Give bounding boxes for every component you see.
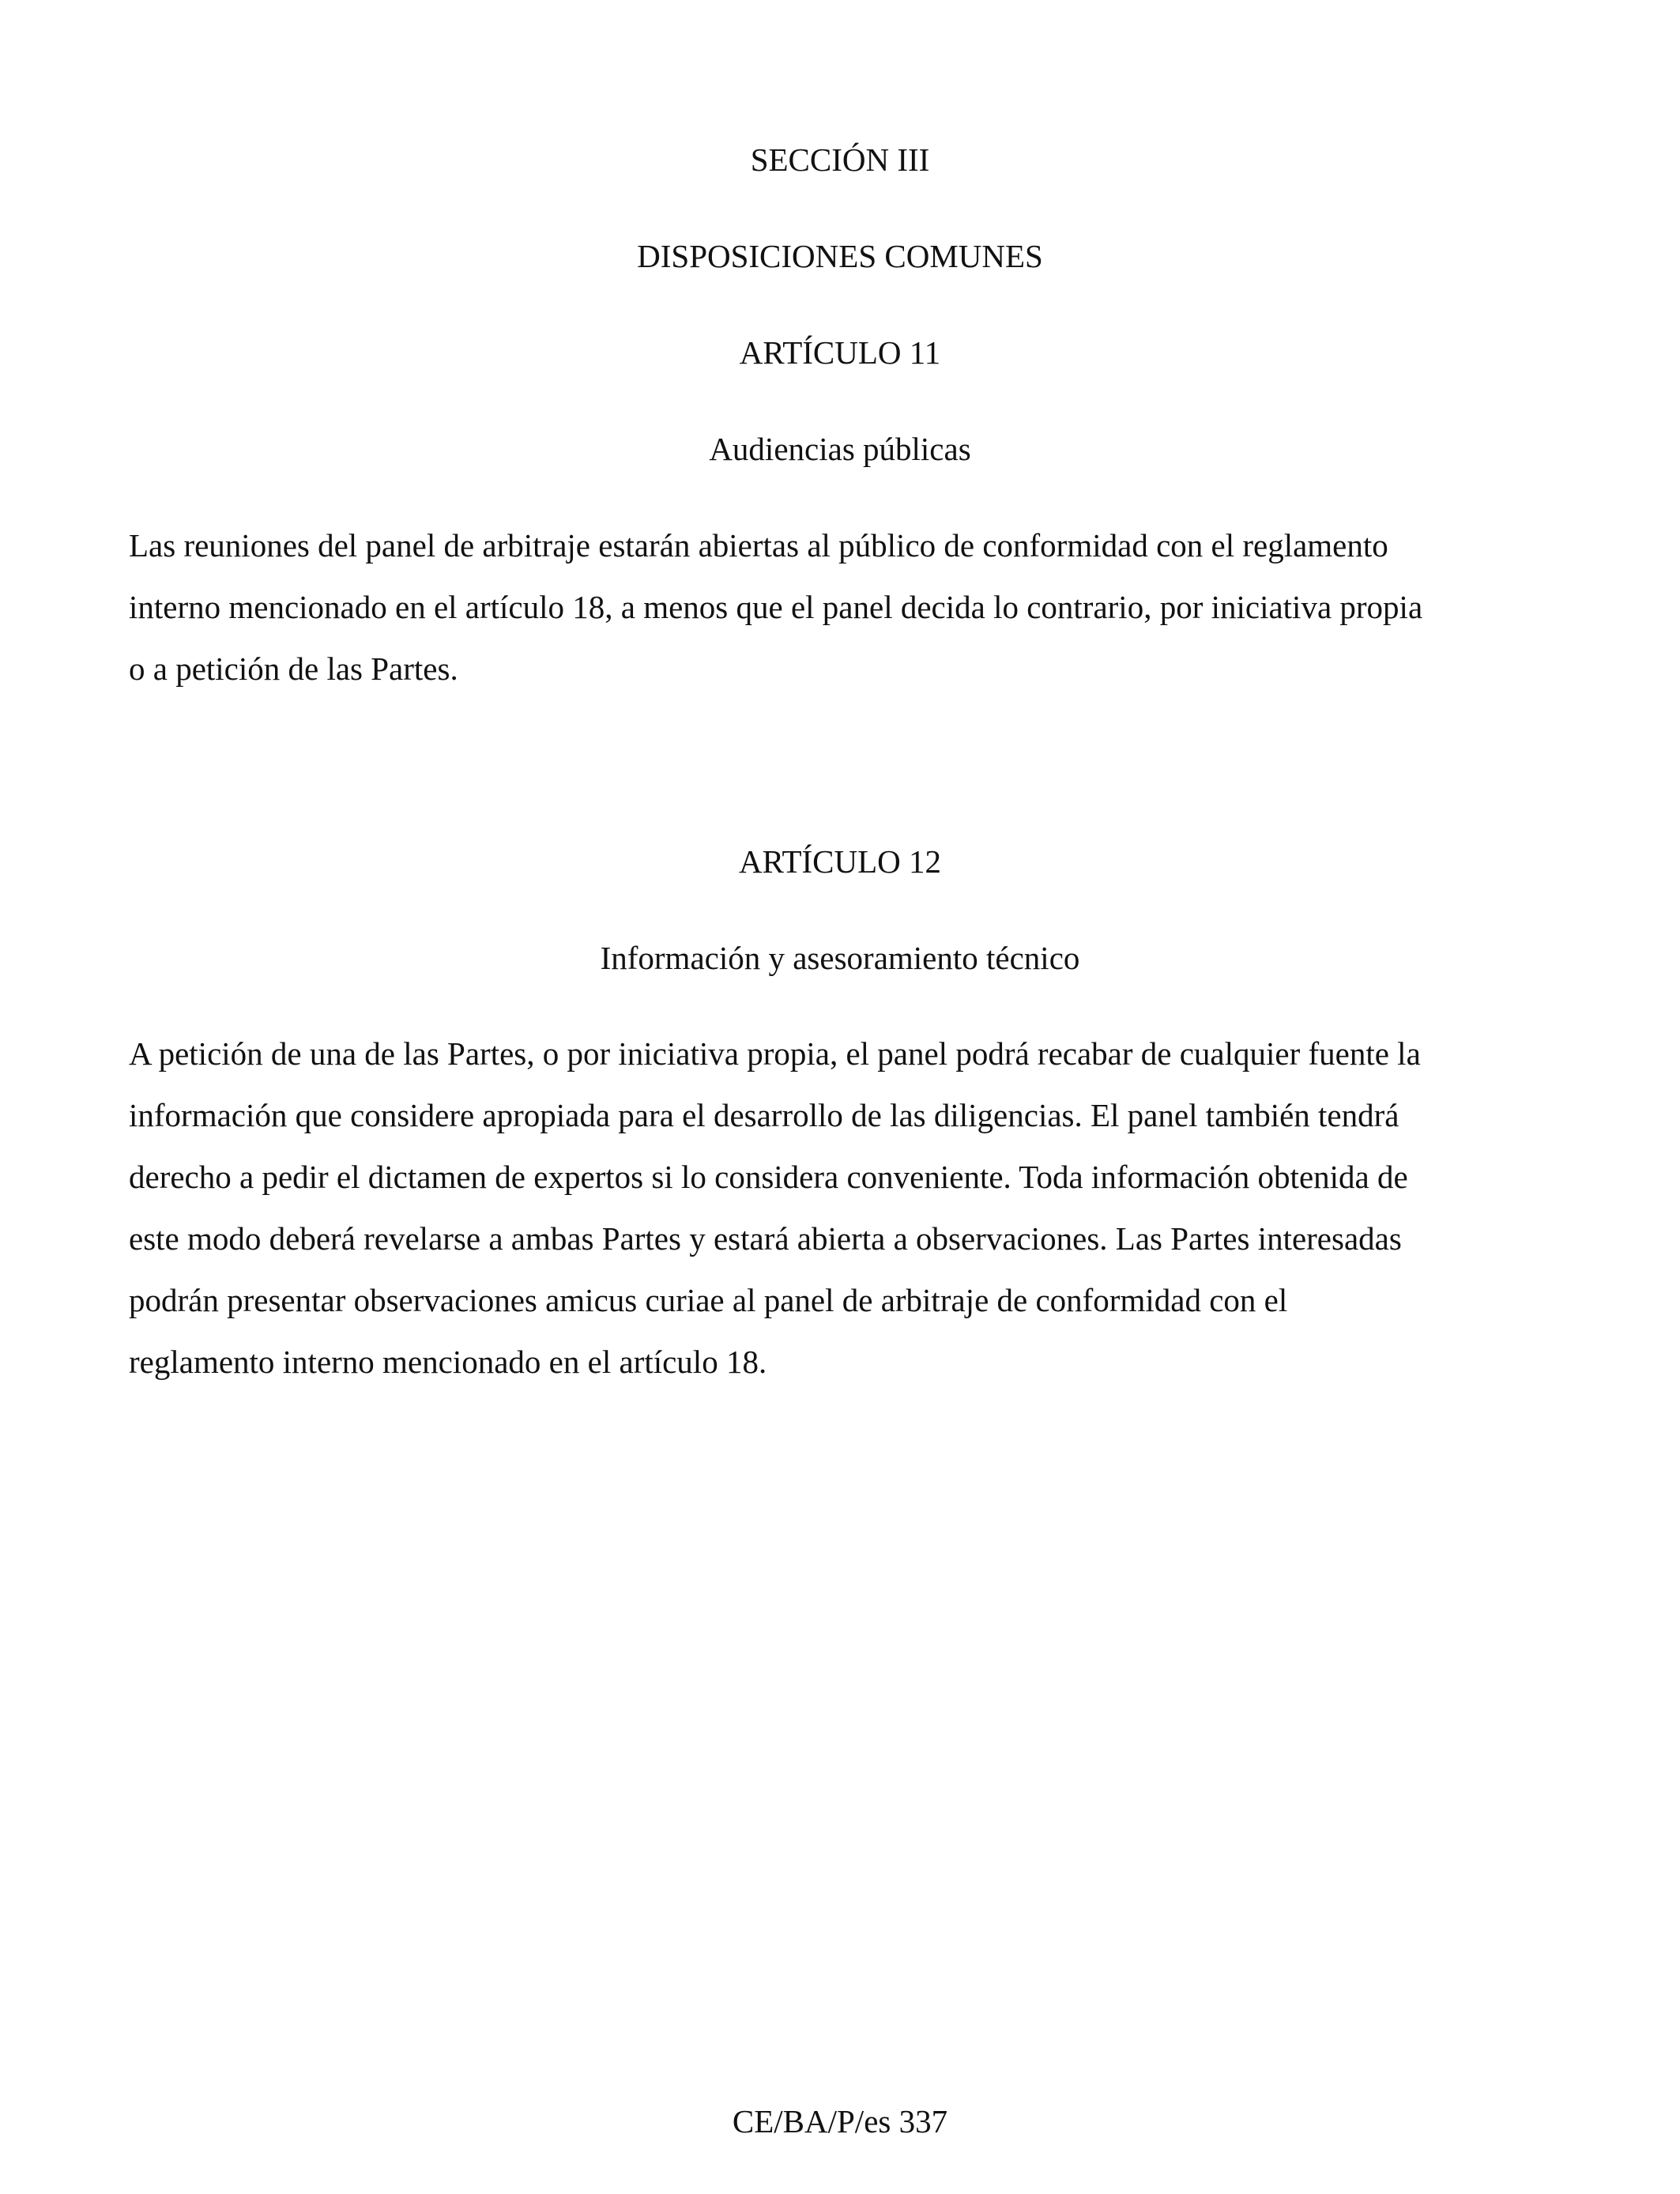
section-subheading: DISPOSICIONES COMUNES xyxy=(637,238,1043,274)
article-11-body xyxy=(129,525,1551,710)
article-12-line: reglamento interno mencionado en el artículo 18. xyxy=(129,1344,767,1380)
article-11-number: ARTÍCULO 11 xyxy=(739,334,941,371)
article-12-line: podrán presentar observaciones amicus curiae al panel de arbitraje de conformidad con el xyxy=(129,1282,1288,1318)
article-11-line: o a petición de las Partes. xyxy=(129,650,458,687)
section-heading: SECCIÓN III xyxy=(750,141,930,178)
footer-reference: CE/BA/P/es 337 xyxy=(732,2103,948,2139)
article-11-line: interno mencionado en el artículo 18, a menos que el panel decida lo contrario, por iniciativa propia xyxy=(129,589,1423,625)
article-12-title: Información y asesoramiento técnico xyxy=(600,940,1080,976)
article-12-line: información que considere apropiada para el desarrollo de las diligencias. El panel también tendrá xyxy=(129,1097,1399,1133)
article-12-line: este modo deberá revelarse a ambas Partes y estará abierta a observaciones. Las Partes interesadas xyxy=(129,1220,1402,1257)
article-12-body xyxy=(129,1033,1551,1403)
article-11-title: Audiencias públicas xyxy=(709,431,971,467)
article-12-line: derecho a pedir el dictamen de expertos si lo considera conveniente. Toda información obtenida de xyxy=(129,1159,1408,1195)
article-11-line: Las reuniones del panel de arbitraje estarán abiertas al público de conformidad con el reglamento xyxy=(129,527,1388,564)
article-12-line: A petición de una de las Partes, o por iniciativa propia, el panel podrá recabar de cualquier fuente la xyxy=(129,1035,1421,1072)
article-12-number: ARTÍCULO 12 xyxy=(738,843,942,880)
